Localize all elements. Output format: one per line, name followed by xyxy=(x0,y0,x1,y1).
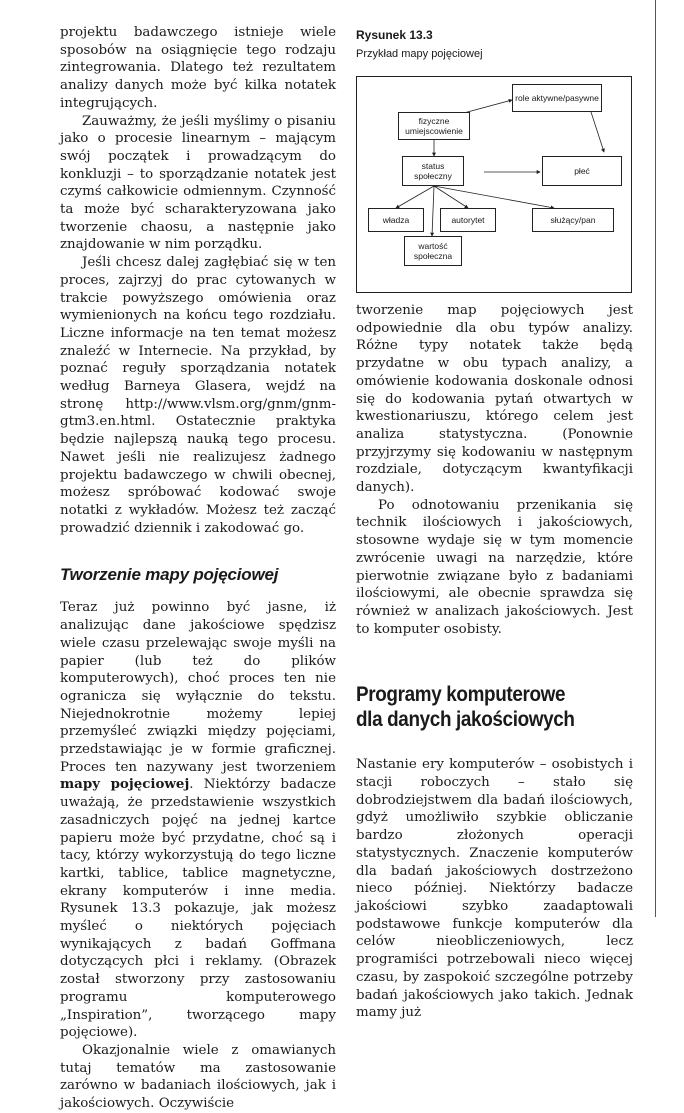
node-wartosc: wartość społeczna xyxy=(404,236,462,266)
node-fizyczne: fizyczne umiejscowienie xyxy=(398,112,470,140)
node-plec: płeć xyxy=(542,156,622,186)
paragraph: Nastanie ery komputerów – osobistych i stacji roboczych – stało się dobrodziejstwem dla badań ilościowych, gdyż umożliwiło szybkie obliczanie bardzo złożonych operacji statystycznych. Znaczenie komputerów dla badań jakościowych dostrzeżono nieco później. Niektórzy badacze jakościowi szybko zaadaptowali podstawowe funkcje komputerów dla celów nieobliczeniowych, lecz programiści potrzebowali nieco więcej czasu, by zaspokoić szczególne potrzeby badań jakościowych jako takich. Jednak mamy już xyxy=(356,757,633,1021)
section-heading xyxy=(356,682,605,732)
figure-caption: Przykład mapy pojęciowej xyxy=(356,48,483,60)
node-sluzacy: służący/pan xyxy=(532,208,614,232)
node-autorytet: autorytet xyxy=(440,208,496,232)
paragraph: projektu badawczego istnieje wiele sposobów na osiągnięcie tego rodzaju zintegrowania. Dlatego też rezultatem analizy danych może być kilka notatek integrujących. xyxy=(60,25,336,111)
paragraph: Zauważmy, że jeśli myślimy o pisaniu jako o procesie linearnym – mającym swój początek i prowadzącym do konkluzji – to sporządzanie notatek jest czymś całkowicie odmiennym. Czynność ta może być scharakteryzowana jako tworzenie chaosu, a następnie jako znajdowanie w nim porządku. xyxy=(60,113,336,253)
page-edge-line xyxy=(655,0,656,917)
paragraph: tworzenie map pojęciowych jest odpowiednie dla obu typów analizy. Różne typy notatek także będą przydatne w obu typach analizy, a omówienie kodowania doskonale odnosi się do kodowania pytań otwartych w kwestionariuszu, którego celem jest analiza statystyczna. (Ponownie przyjrzymy się kodowaniu w następnym rozdziale, dotyczącym kwantyfikacji danych). xyxy=(356,303,633,496)
figure-label: Rysunek 13.3 xyxy=(356,28,433,42)
key-term: mapy pojęciowej xyxy=(60,776,190,793)
section-heading: Tworzenie mapy pojęciowej xyxy=(60,565,279,585)
paragraph-text: . Niektórzy badacze uważają, że przedstawienie wszystkich zasadniczych pojęć na jednej kartce papieru może być przydatne, choć są i tacy, którzy wykorzystują do tego liczne kartki, tablice, tablice magnetyczne, ekrany komputerów i inne media. Rysunek 13.3 pokazuje, jak możesz myśleć o niektórych pojęciach wynikających z badań Goffmana dotyczących płci i reklamy. (Obrazek został stworzony przy zastosowaniu programu komputerowego „Inspiration”, tworzącego mapy pojęciowe). xyxy=(60,777,336,1041)
right-column xyxy=(356,24,633,1022)
left-column xyxy=(60,24,336,1113)
paragraph: Jeśli chcesz dalej zagłębiać się w ten proces, zajrzyj do prac cytowanych w trakcie powyższego omówienia oraz wymienionych na końcu tego rozdziału. Liczne informacje na ten temat możesz znaleźć w Internecie. Na przykład, by poznać reguły sporządzania notatek według Barneya Glasera, wejdź na stronę http://www.vlsm.org/gnm/gnm-gtm3.en.html. Ostatecznie praktyka będzie najlepszą nauką tego procesu. Nawet jeśli nie realizujesz żadnego projektu badawczego w chwili obecnej, możesz spróbować kodować swoje notatki z wykładów. Możesz też zacząć prowadzić dziennik i zakodować go. xyxy=(60,255,336,536)
node-wladza: władza xyxy=(368,208,424,232)
paragraph: Po odnotowaniu przenikania się technik ilościowych i jakościowych, stosowne wydaje się w tym momencie zwrócenie uwagi na narzędzie, które pierwotnie związane było z badaniami ilościowymi, ale obecnie sprawdza się również w analizach jakościowych. Jest to komputer osobisty. xyxy=(356,497,633,637)
section-heading-line: dla danych jakościowych xyxy=(356,708,575,732)
concept-map xyxy=(356,76,632,293)
paragraph-text: Teraz już powinno być jasne, iż analizując dane jakościowe spędzisz wiele czasu przelewając swoje myśli na papier (lub też do plików komputerowych), choć proces ten nie ogranicza się wyłącznie do tekstu. Niejednokrotnie możemy lepiej przemyśleć związki między pojęciami, przedstawiając je w formie graficznej. Proces ten nazywany jest tworzeniem xyxy=(60,600,336,775)
section-heading-line: Programy komputerowe xyxy=(356,683,566,707)
paragraph: Okazjonalnie wiele z omawianych tutaj tematów ma zastosowanie zarówno w badaniach ilościowych, jak i jakościowych. Oczywiście xyxy=(60,1042,336,1112)
node-status: status społeczny xyxy=(402,156,464,186)
node-role: role aktywne/pasywne xyxy=(512,84,602,112)
paragraph xyxy=(60,599,336,1042)
